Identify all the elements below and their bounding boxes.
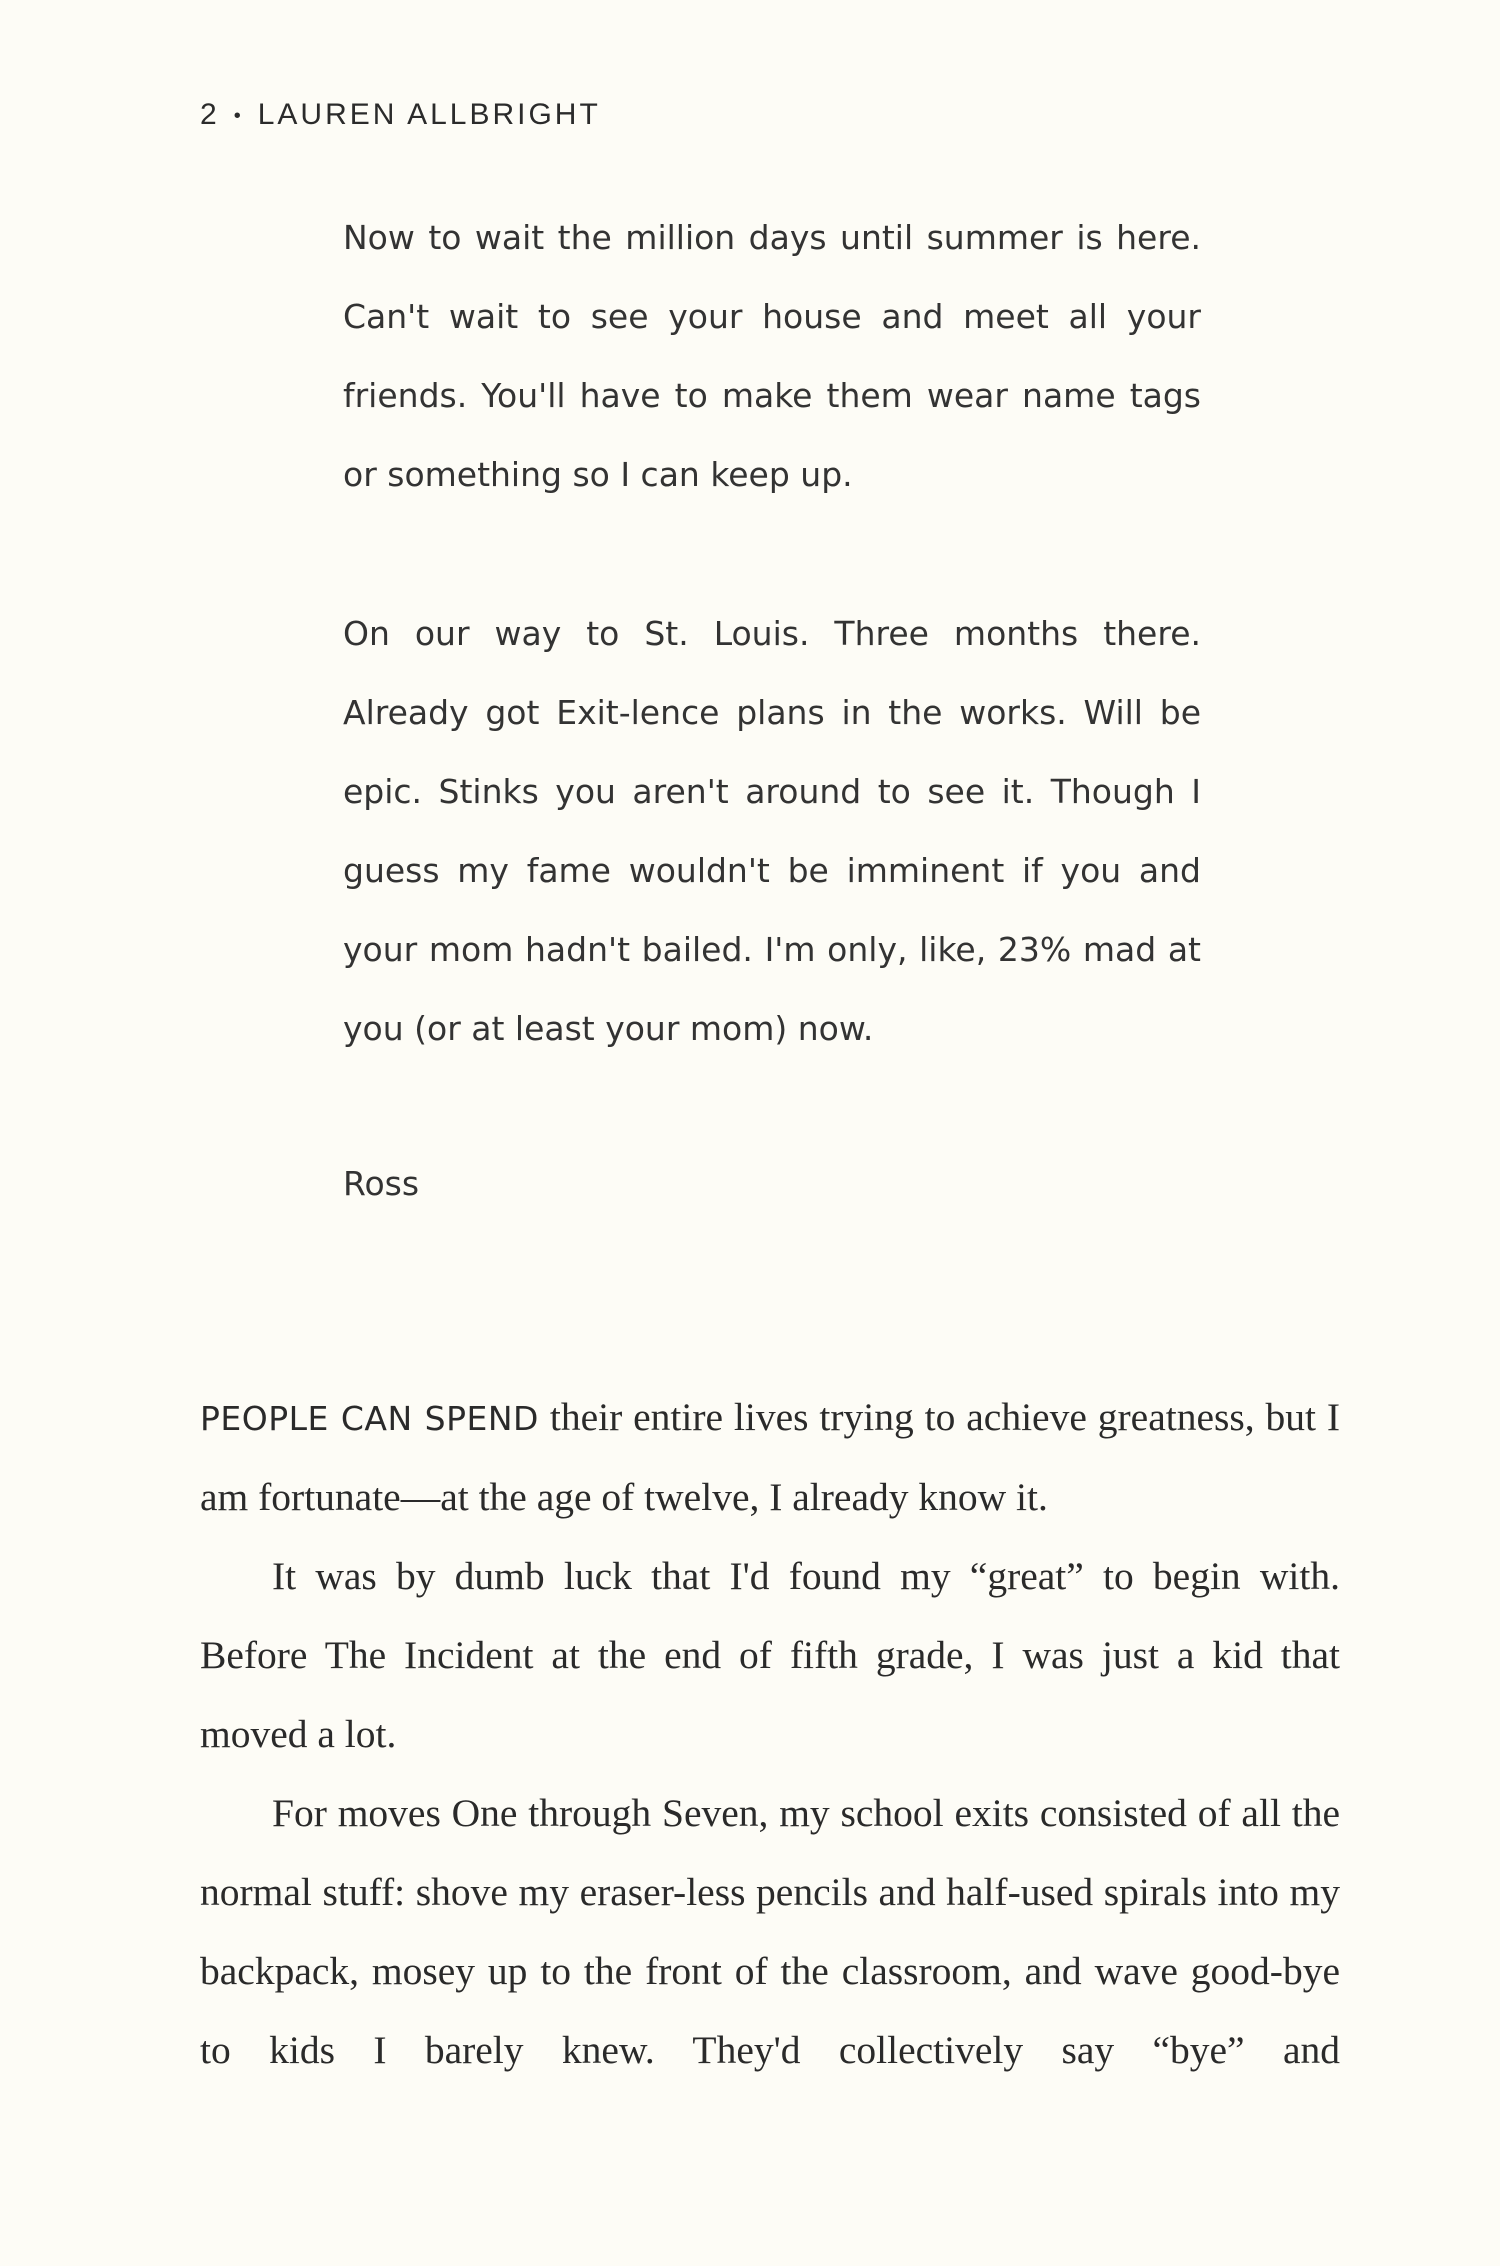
- prose-paragraph-3: For moves One through Seven, my school exits consisted of all the normal stuff: shove my eraser-less pencils and half-used spirals into my backpack, mosey up to the front of the classroom, and wave good-bye to kids I barely knew. They'd collectively say “bye” and: [200, 1791, 1340, 2072]
- author-name: LAUREN ALLBRIGHT: [257, 98, 601, 131]
- signature-text: Ross: [343, 1164, 420, 1203]
- prose-paragraph-1: [200, 1378, 1340, 1537]
- lead-in-caps: PEOPLE CAN SPEND: [200, 1399, 539, 1438]
- letter-paragraph-1-text: Now to wait the million days until summer is here. Can't wait to see your house and meet all your friends. You'll have to make them wear name tags or something so I can keep up.: [343, 218, 1201, 494]
- prose-paragraph-2: It was by dumb luck that I'd found my “great” to begin with. Before The Incident at the end of fifth grade, I was just a kid that moved a lot.: [200, 1554, 1340, 1756]
- letter-paragraph-2: [343, 594, 1201, 1068]
- running-header: [200, 98, 601, 132]
- letter-signature: [343, 1144, 1201, 1223]
- letter-paragraph-2-text: On our way to St. Louis. Three months there. Already got Exit-lence plans in the works. Will be epic. Stinks you aren't around to see it. Though I guess my fame wouldn't be imminent if you and your mom hadn't bailed. I'm only, like, 23% mad at you (or at least your mom) now.: [343, 614, 1201, 1048]
- page-number: 2: [200, 98, 220, 131]
- prose-paragraph-1-rest: their entire lives trying to achieve greatness, but I am fortunate—at the age of twelve, I already know it.: [200, 1395, 1340, 1519]
- chapter-body: [200, 1378, 1340, 2090]
- letter-paragraph-1: [343, 198, 1201, 514]
- header-separator: •: [233, 104, 244, 127]
